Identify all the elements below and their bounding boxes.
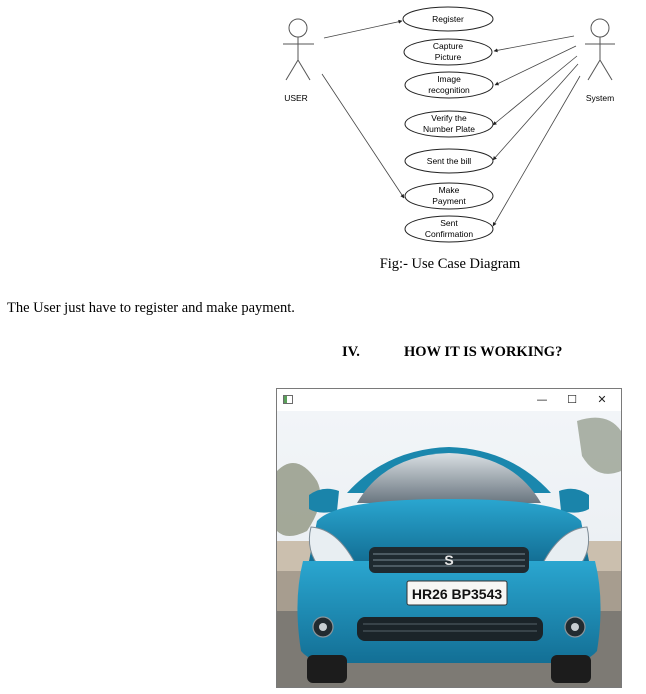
user-actor xyxy=(283,19,314,80)
window-titlebar[interactable] xyxy=(277,389,621,411)
link-system-bill xyxy=(493,64,578,160)
car-image xyxy=(277,411,621,687)
plate-number: HR26 BP3543 xyxy=(411,586,503,602)
use-case-label: recognition xyxy=(428,85,470,95)
minimize-icon[interactable]: — xyxy=(536,393,548,406)
system-actor-label: System xyxy=(585,93,615,103)
maximize-icon[interactable]: ☐ xyxy=(567,393,577,406)
link-system-confirm xyxy=(493,76,580,226)
link-system-verify xyxy=(493,56,577,125)
close-icon[interactable]: ✕ xyxy=(597,393,607,406)
use-case-label: Number Plate xyxy=(423,124,475,134)
use-case-label: Picture xyxy=(434,52,462,62)
use-case-label: Confirmation xyxy=(424,229,474,239)
link-user-register xyxy=(324,21,402,38)
use-case-label: Make xyxy=(438,185,460,195)
use-case-label: Sent xyxy=(440,218,458,228)
use-case-label: Register xyxy=(432,14,464,24)
use-case-label: Payment xyxy=(432,196,466,206)
use-case-sent-bill xyxy=(405,149,493,173)
use-case-label: Sent the bill xyxy=(426,156,472,166)
use-case-register xyxy=(403,7,493,31)
section-heading xyxy=(342,344,562,361)
use-case-make-payment xyxy=(405,183,493,209)
user-actor-label: USER xyxy=(284,93,308,103)
section-title: HOW IT IS WORKING? xyxy=(404,344,563,360)
opencv-window xyxy=(276,388,622,688)
use-case-label: Image xyxy=(437,74,461,84)
link-system-image xyxy=(495,46,576,85)
app-icon xyxy=(283,395,293,404)
use-case-diagram xyxy=(0,0,646,260)
suzuki-logo: S xyxy=(444,552,454,568)
system-actor xyxy=(585,19,615,80)
use-case-sent-confirmation xyxy=(405,216,493,242)
use-case-label: Verify the xyxy=(431,113,467,123)
use-case-verify-number-plate xyxy=(405,111,493,137)
link-system-capture xyxy=(494,36,574,51)
use-case-image-recognition xyxy=(405,72,493,98)
body-paragraph: The User just have to register and make payment. xyxy=(7,300,295,316)
use-case-label: Capture xyxy=(432,41,464,51)
link-user-payment xyxy=(322,74,404,198)
section-number: IV. xyxy=(342,344,360,360)
figure-caption: Fig:- Use Case Diagram xyxy=(379,256,521,272)
use-case-capture-picture xyxy=(404,39,492,65)
